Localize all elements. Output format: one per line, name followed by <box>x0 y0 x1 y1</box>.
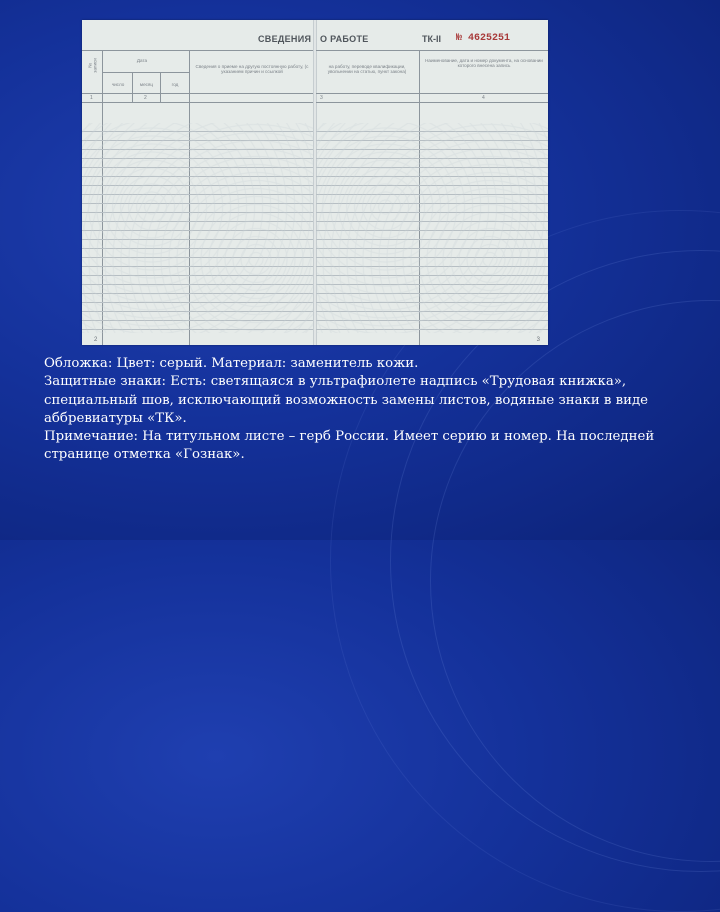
column-day: число <box>111 82 125 87</box>
series-label: ТК-II <box>422 34 441 44</box>
work-record-book-spread <box>82 20 548 345</box>
header-top-rule <box>316 50 548 51</box>
serial-number: № 4625251 <box>456 33 511 44</box>
column-info-right: на работу, переводе квалификации, увольнении на статью, пункт закона) <box>327 64 407 75</box>
note: Примечание: На титульном листе – герб России. Имеет серию и номер. На последней странице отметка «Гознак». <box>44 429 655 463</box>
header-title-left: СВЕДЕНИЯ <box>258 34 312 44</box>
guilloche-pattern <box>316 123 548 333</box>
column-month: месяц <box>139 82 154 87</box>
column-number: 4 <box>482 95 485 101</box>
column-number-rule <box>82 102 314 103</box>
column-number: 3 <box>320 95 323 101</box>
description-text <box>44 355 684 465</box>
column-info-left: Сведения о приеме на другую постоянную работу, (с указанием причин и ссылкой <box>195 64 309 75</box>
header-bottom-rule <box>82 93 314 94</box>
header-bottom-rule <box>316 93 548 94</box>
guilloche-pattern <box>82 123 314 333</box>
column-number: 1 <box>90 95 93 101</box>
security-features: Защитные знаки: Есть: светящаяся в ультрафиолете надпись «Трудовая книжка», специальный шов, исключающий возможность замены листов, водяные знаки в виде аббревиатуры «ТК». <box>44 374 649 426</box>
column-number: 2 <box>144 95 147 101</box>
column-number-rule <box>316 102 548 103</box>
date-subheader-rule <box>102 72 189 73</box>
column-record-number: № записи <box>87 58 98 73</box>
right-page <box>316 20 548 345</box>
header-title-right: О РАБОТЕ <box>320 34 369 44</box>
page-number-left: 2 <box>94 337 98 343</box>
column-date: Дата <box>136 58 148 63</box>
column-year: год <box>171 82 179 87</box>
cover-description: Обложка: Цвет: серый. Материал: заменитель кожи. <box>44 356 419 371</box>
header-top-rule <box>82 50 314 51</box>
page-number-right: 3 <box>536 337 540 343</box>
column-document: Наименование, дата и номер документа, на основании которого внесена запись <box>425 58 543 69</box>
left-page <box>82 20 315 345</box>
